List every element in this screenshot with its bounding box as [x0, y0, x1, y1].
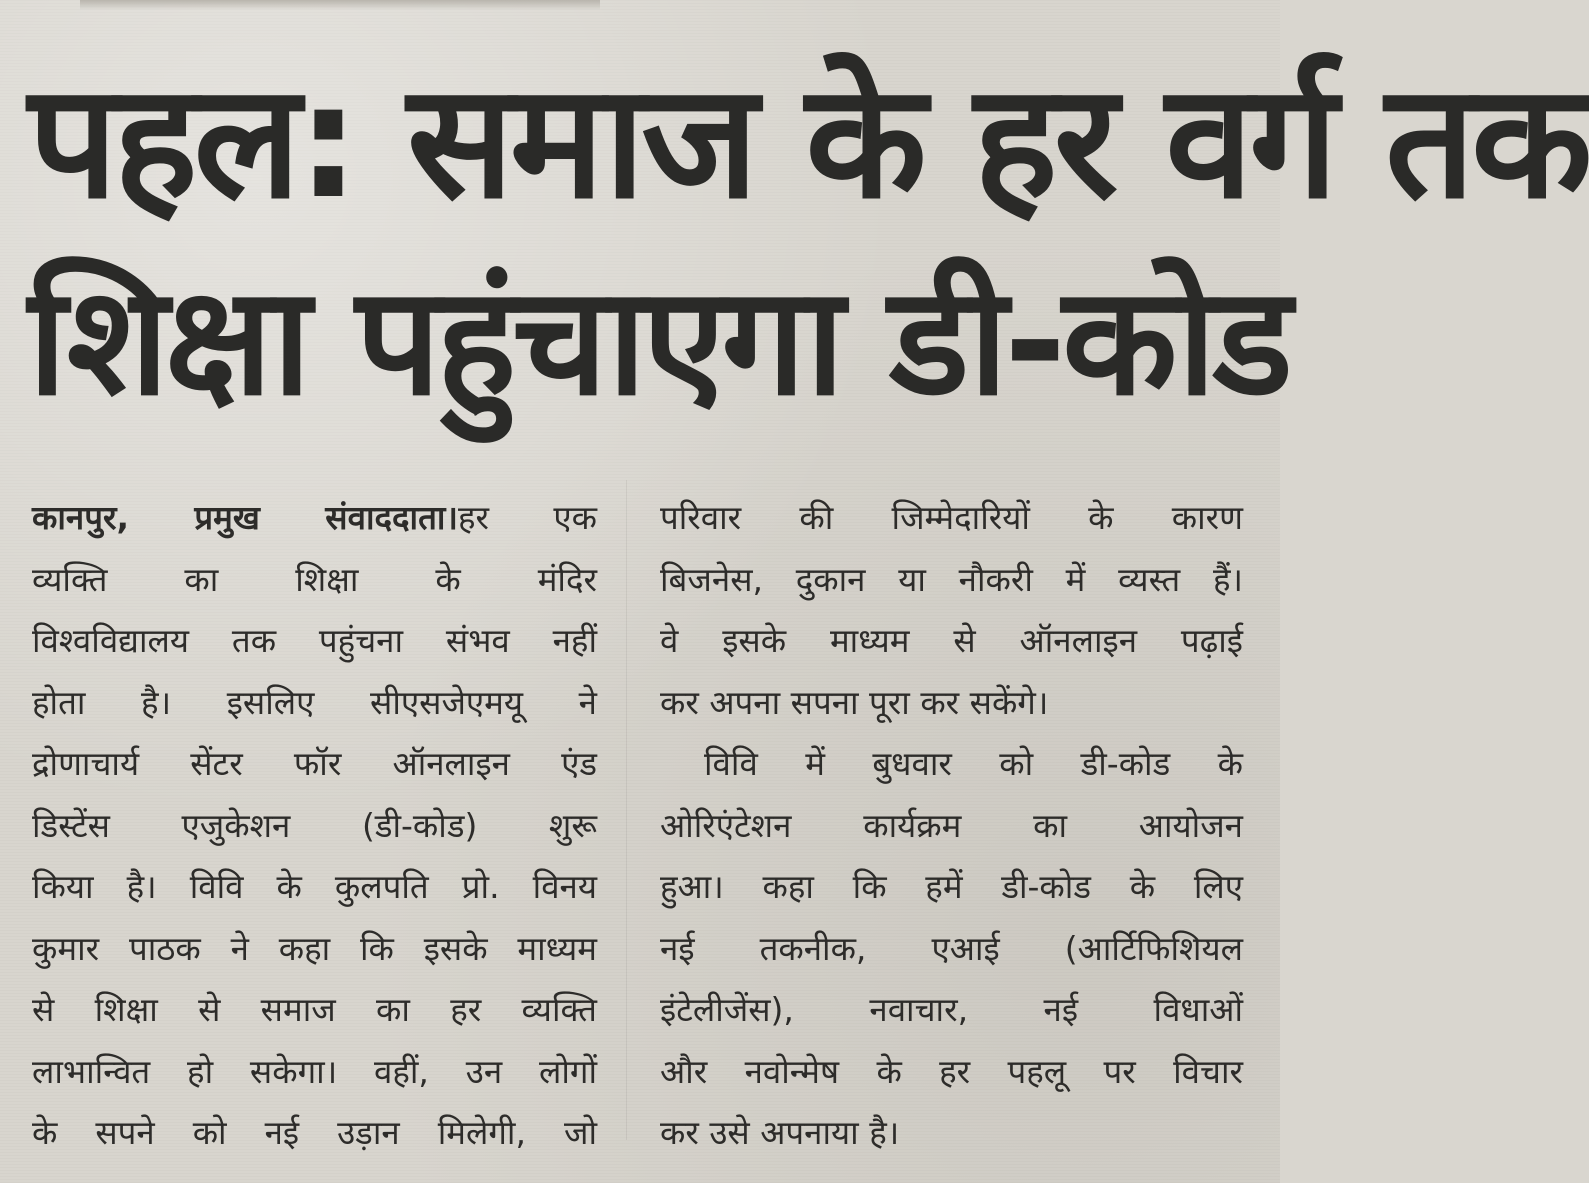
article-column-right: [660, 487, 1243, 1164]
column-line: वे इसके माध्यम से ऑनलाइन पढ़ाई: [660, 621, 1243, 660]
column-line: लाभान्वित हो सकेगा। वहीं, उन लोगों: [32, 1051, 597, 1091]
column-line: द्रोणाचार्य सेंटर फॉर ऑनलाइन एंड: [32, 744, 597, 783]
headline-line-2: शिक्षा पहुंचाएगा डी-कोड: [28, 255, 1289, 429]
column-line: हुआ। कहा कि हमें डी-कोड के लिए: [660, 867, 1243, 906]
headline: [28, 40, 1589, 437]
headline-line-1: पहल: समाज के हर वर्ग तक: [28, 50, 1589, 234]
column-line: परिवार की जिम्मेदारियों के कारण: [660, 498, 1243, 537]
column-line: बिजनेस, दुकान या नौकरी में व्यस्त हैं।: [660, 559, 1243, 599]
column-line: इंटेलीजेंस), नवाचार, नई विधाओं: [660, 990, 1243, 1029]
column-line: और नवोन्मेष के हर पहलू पर विचार: [660, 1051, 1243, 1091]
column-line: कर अपना सपना पूरा कर सकेंगे।: [660, 682, 1049, 722]
column-line: नई तकनीक, एआई (आर्टिफिशियल: [660, 928, 1243, 968]
column-line: किया है। विवि के कुलपति प्रो. विनय: [32, 867, 597, 906]
article-column-left: [32, 487, 597, 1164]
column-line: कर उसे अपनाया है।: [660, 1113, 900, 1152]
dateline: कानपुर, प्रमुख संवाददाता।: [32, 498, 458, 537]
column-line: [32, 487, 597, 549]
column-line: होता है। इसलिए सीएसजेएमयू ने: [32, 682, 597, 722]
column-line: के सपने को नई उड़ान मिलेगी, जो: [32, 1113, 597, 1152]
column-line: विश्वविद्यालय तक पहुंचना संभव नहीं: [32, 621, 597, 660]
column-line: व्यक्ति का शिक्षा के मंदिर: [32, 559, 597, 599]
torn-edge: [80, 0, 600, 10]
column-divider: [626, 480, 627, 1140]
column-line: कुमार पाठक ने कहा कि इसके माध्यम: [32, 928, 597, 968]
paragraph-start-line: विवि में बुधवार को डी-कोड के: [704, 744, 1243, 783]
column-line: डिस्टेंस एजुकेशन (डी-कोड) शुरू: [32, 805, 597, 845]
column-line-text: हर एक: [457, 498, 597, 537]
column-line: से शिक्षा से समाज का हर व्यक्ति: [32, 990, 597, 1029]
column-line: ओरिएंटेशन कार्यक्रम का आयोजन: [660, 805, 1243, 845]
